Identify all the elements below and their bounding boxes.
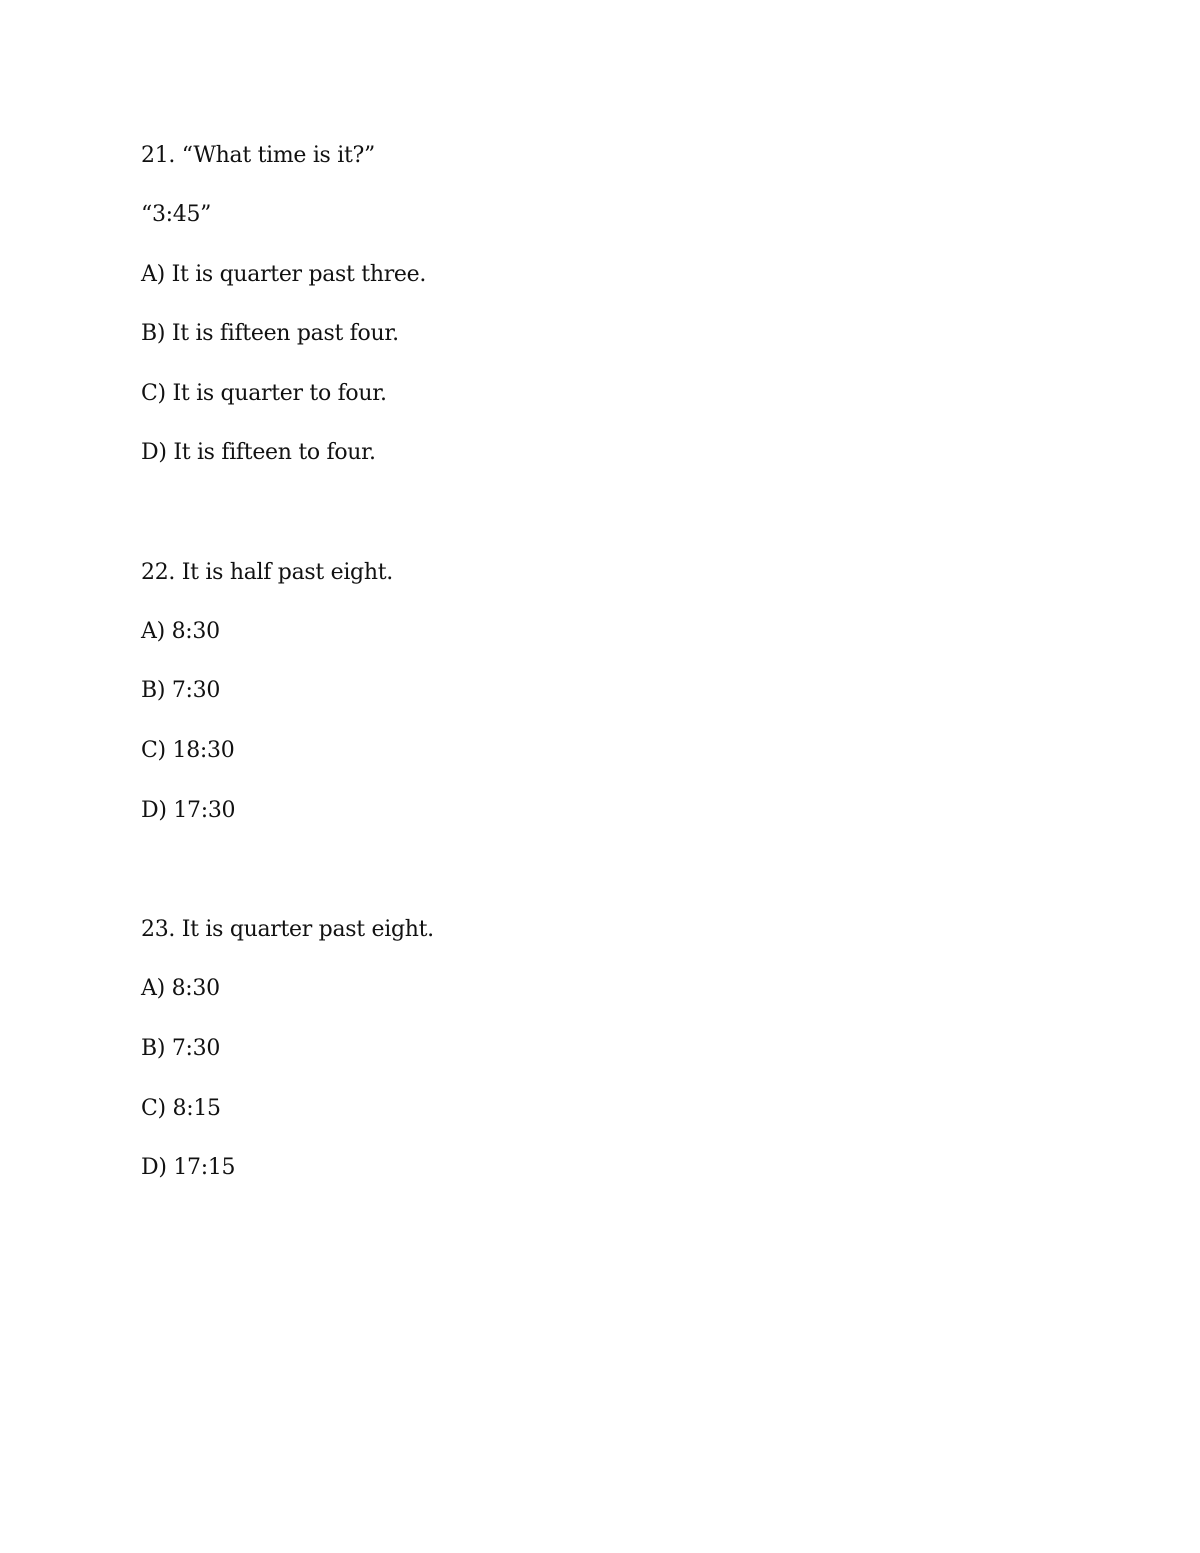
- question-23-prompt: 23. It is quarter past eight.: [141, 917, 434, 942]
- question-23-option-c: C) 8:15: [141, 1096, 221, 1121]
- question-21-prompt: 21. “What time is it?”: [141, 143, 375, 168]
- question-22-prompt: 22. It is half past eight.: [141, 560, 393, 585]
- question-22-option-b: B) 7:30: [141, 678, 221, 703]
- question-21-option-d: D) It is fifteen to four.: [141, 440, 376, 465]
- question-21-subprompt: “3:45”: [141, 202, 212, 227]
- question-22-option-c: C) 18:30: [141, 738, 235, 763]
- question-23-option-d: D) 17:15: [141, 1155, 236, 1180]
- question-23-option-b: B) 7:30: [141, 1036, 221, 1061]
- question-22-option-a: A) 8:30: [141, 619, 220, 644]
- question-21-option-c: C) It is quarter to four.: [141, 381, 387, 406]
- question-23-option-a: A) 8:30: [141, 976, 220, 1001]
- question-21-option-a: A) It is quarter past three.: [141, 262, 427, 287]
- question-21-option-b: B) It is fifteen past four.: [141, 321, 399, 346]
- question-22-option-d: D) 17:30: [141, 798, 236, 823]
